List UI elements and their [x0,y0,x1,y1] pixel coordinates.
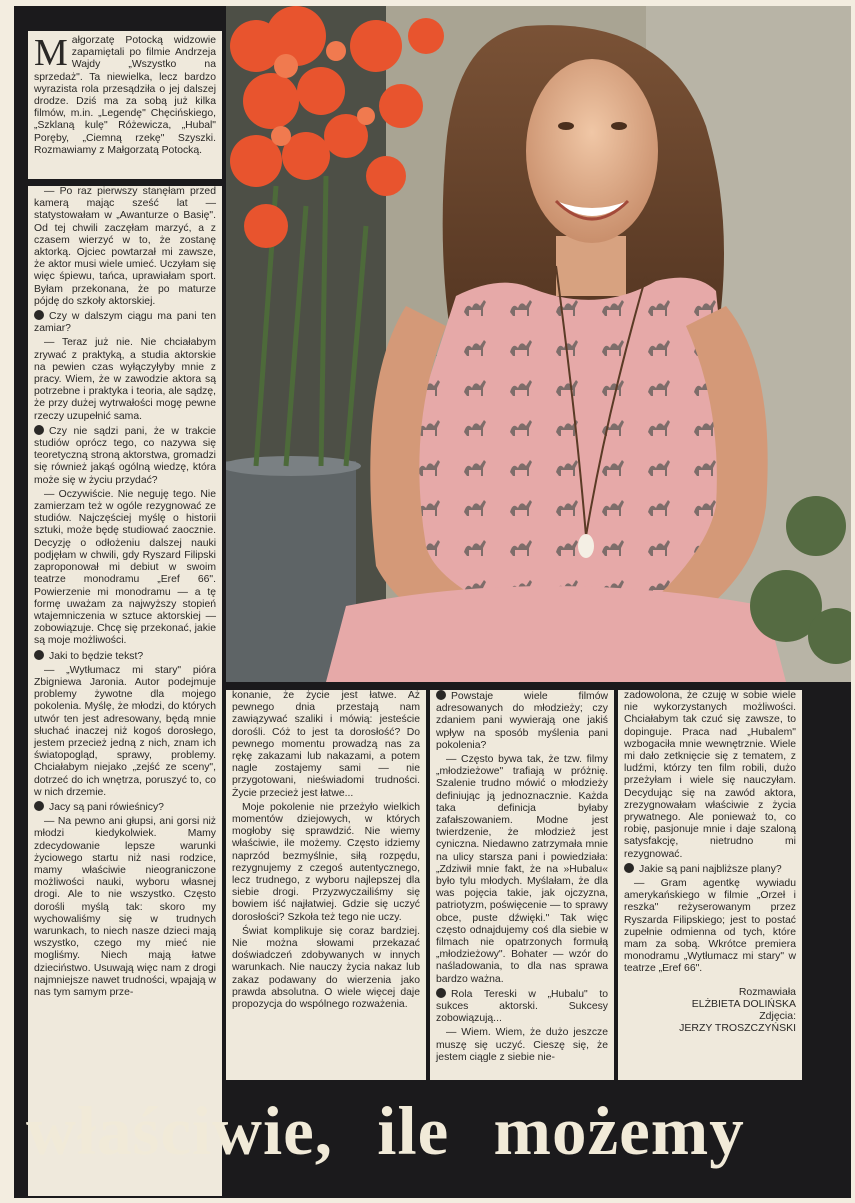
bullet-icon [436,690,446,700]
credits [624,986,796,1034]
paragraph: zadowolona, że czuję w sobie wiele nie wykorzystanych możliwości. Chciałabym tak czuć się zawsze, to dopinguje. Praca nad „Hubalem" wzbogaciła mnie wewnętrznie. Wiele mi dało zetknięcie się z tematem, z ludźmi, którzy ten film robili, dużo przeżyłam i wiele się nauczyłam. Decydując się na zawód aktora, zrezygnowałam właściwie z życia prywatnego. Ale ponieważ to, co robię, pasjonuje mnie i daje szaloną satysfakcję, nietrudno mi rezygnować. [624,690,796,860]
question: Jakie są pani najbliższe plany? [624,863,796,876]
question: Jaki to będzie tekst? [34,650,216,663]
magazine-page [14,6,851,1198]
paragraph: konanie, że życie jest łatwe. Aż pewnego dnia przestają nam zawiązywać szaliki i mówią: jesteście dorośli. Cóż to jest ta dorosłość? Do pewnego momentu prowadzą nas za rękę zakazami lub nakazami, a potem nagle zostajemy sami — nie przygotowani, nieświadomi trudności. Życie przecież jest łatwe... [232,690,420,799]
paragraph: Świat komplikuje się coraz bardziej. Nie można słowami przekazać doświadczeń zdobywanych w innych warunkach. Nie nauczy życia nakaz lub zakaz podawany do wierzenia jako prawda absolutna. O wiele więcej daje propozycja do wspólnego rozważenia. [232,925,420,1011]
bullet-icon [624,863,634,873]
bullet-icon [436,988,446,998]
question: Czy w dalszym ciągu ma pani ten zamiar? [34,311,216,335]
question: Czy nie sądzi pani, że w trakcie studiów oprócz tego, co nazywa się teoretyczną stroną aktorstwa, gromadzi się również jakąś ogólną wiedzę, która może się w życiu przydać? [34,425,216,486]
portrait-photo-illustration [226,6,851,682]
bullet-icon [34,425,44,435]
credit-interviewer-name: ELŻBIETA DOLIŃSKA [691,997,796,1010]
question: Rola Tereski w „Hubalu" to sukces aktorski. Sukcesy zobowiązują... [436,988,608,1025]
paragraph: — Oczywiście. Nie neguję tego. Nie zamierzam też w ogóle rezygnować ze studiów. Najczęściej myślę o historii sztuki, może będę studiować zaocznie. Decyzję o odłożeniu dalszej nauki podjęłam w chwili, gdy Ryszard Filipski zaproponował mi debiut w swoim teatrze monodramu „Eref 66". Powierzenie mi monodramu — a tę formę uważam za najwyższy stopień wtajemniczenia w sztuce aktorskiej — zobowiązuje. Chcę się przekonać, jakie są moje możliwości. [34,488,216,647]
question: Jacy są pani rówieśnicy? [34,801,216,814]
bullet-icon [34,310,44,320]
column-4 [618,690,802,1080]
paragraph: — Wiem. Wiem, że dużo jeszcze muszę się uczyć. Cieszę się, że jestem ciągle z siebie nie- [436,1027,608,1063]
bullet-icon [34,801,44,811]
paragraph: — „Wytłumacz mi stary" pióra Zbigniewa Jaronia. Autor podejmuje problemy żywotne dla mojego pokolenia. Myślę, że młodzi, do których utwór ten jest adresowany, będą mnie słuchać inaczej niż kogoś dorosłego, jestem przecież jedną z nich, znam ich światopogląd, sprawy, problemy. Chciałabym niejako „zejść ze sceny", dotrzeć do ich wnętrza, poruszyć to, co w nich drzemie. [34,664,216,798]
paragraph: — Teraz już nie. Nie chciałabym zrywać z praktyką, a studia aktorskie na pewien czas wyłączyłyby mnie z pracy. Wiem, że w zawodzie aktora są potrzebne i praktyka i teoria, ale sądzę, że przy dużej wytrwałości mogę pewne rzeczy uzupełnić sama. [34,337,216,422]
bullet-icon [34,650,44,660]
column-3 [430,690,614,1080]
intro-column [28,31,222,179]
drop-cap: M [34,32,68,74]
paragraph: — Gram agentkę wywiadu amerykańskiego w filmie „Orzeł i reszka" reżyserowanym przez Ryszarda Filipskiego; jest to postać zupełnie odmienna od tych, które mam za sobą. Wkrótce premiera monodramu „Wytłumacz mi stary" w teatrze „Eref 66". [624,878,796,975]
question: Powstaje wiele filmów adresowanych do młodzieży; czy zdaniem pani wywierają one jakiś wpływ na sposób myślenia pani pokolenia? [436,691,608,751]
paragraph: — Często bywa tak, że tzw. filmy „młodzieżowe" trafiają w próżnię. Szalenie trudno mówić o młodzieży definiując ją jednoznacznie. Każda taka definicja byłaby zafałszowaniem. Modne jest twierdzenie, że młodzież jest cyniczna. Niedawno zatrzymała mnie na ulicy starsza pani i powiedziała: „Zdziwił mnie fakt, że na »Hubalu« było tylu młodych. Myślałam, że dla was pojęcia takie, jak ojczyzna, patriotyzm, poświęcenie — to sprawy obce, puste dźwięki." Tak więc często odnajdujemy coś dla siebie w filmach nie opatrzonych formułą „młodzieżowy". Bohater — wzór do naśladowania, to dla nas sprawa bardzo ważna. [436,754,608,985]
credit-photos-label: Zdjęcia: [759,1009,796,1022]
column-1 [28,186,222,1196]
paragraph: — Na pewno ani głupsi, ani gorsi niż młodzi kiedykolwiek. Mamy zdecydowanie lepsze warunki życiowego startu niż nasi rodzice, mamy właściwie nieograniczone możliwości nauki, wyboru własnej drogi. Ale to nie wszystko. Często dorośli myślą tak: skoro my wychowaliśmy się w trudnych warunkach, to niech nasze dzieci mają wszystko, czego my mieć nie mogliśmy. Niech mają łatwe dzieciństwo. Usuwają więc nam z drogi najmniejsze nawet trudności, wpajają w nas tym samym prze- [34,816,216,998]
portrait-photo [226,6,851,682]
intro-text: ałgorzatę Potocką widzowie zapamiętali po filmie Andrzeja Wajdy „Wszystko na sprzedaż". Ta niewielka, lecz bardzo wyrazista rola przesądziła o jej dalszej drodze. Dziś ma za sobą już kilka filmów, m.in. „Legendę" Chęcińskiego, „Szklaną kulę" Różewicza, „Hubal" Poręby, „Ciemną rzekę" Szyszki. Rozmawiamy z Małgorzatą Potocką. [34,35,216,156]
paragraph: — Po raz pierwszy stanęłam przed kamerą mając sześć lat — statystowałam w „Awanturze o Basię". Od tej chwili zaczęłam marzyć, a z czasem wierzyć w to, że zostanę aktorką. Ojciec powtarzał mi zawsze, że aktor musi wiele umieć. Uczyłam się więc śpiewu, tańca, uprawiałam sport. Byłam przekonana, że po maturze pójdę do szkoły aktorskiej. [34,186,216,307]
column-2 [226,690,426,1080]
credit-photographer-name: JERZY TROSZCZYŃSKI [679,1021,796,1034]
credit-interviewer-label: Rozmawiała [738,985,796,998]
paragraph: Moje pokolenie nie przeżyło wielkich momentów dziejowych, w których mogłoby się sprawdzić. Nie wiemy właściwie, ile możemy. Często idziemy naprzód bezmyślnie, siłą rozpędu, rezygnujemy z czegoś autentycznego, lecz trudnego, z wyboru najlepszej dla siebie drogi. Przyzwyczailiśmy się bowiem iść najłatwiej. Gdzie się uczyć dorosłości? Szkoła też tego nie uczy. [232,801,420,923]
article-headline: właściwie, ile możemy [26,1093,745,1169]
